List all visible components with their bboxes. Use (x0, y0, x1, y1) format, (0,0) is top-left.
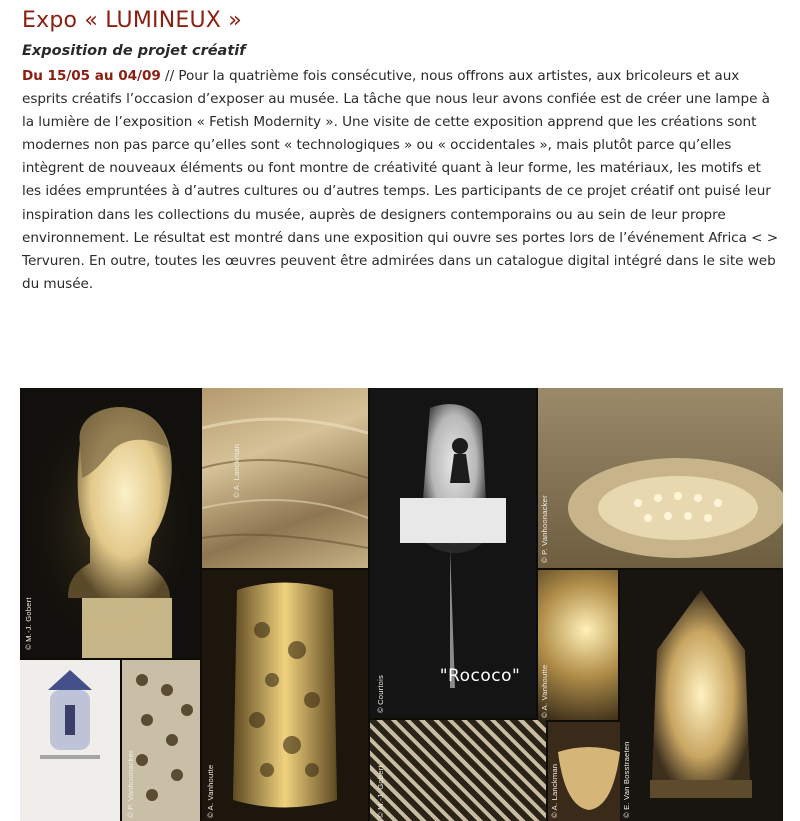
credit-cylinder-lamp: © A. Vanhoutte (206, 764, 215, 818)
credit-rococo: © Courtois (376, 675, 385, 713)
rococo-caption: "Rococo" (439, 666, 521, 686)
credit-head-lamp: © M.-J. Gobert (24, 597, 33, 650)
credit-fibre-texture: © A. Lanckman (232, 443, 241, 498)
fibre-texture-image (202, 388, 368, 568)
article (22, 6, 782, 296)
article-body (22, 65, 782, 296)
photo-cone-lamp (620, 570, 783, 821)
article-text: Pour la quatrième fois consécutive, nous offrons aux artistes, aux bricoleurs et aux esprits créatifs l’occasion d’exposer au musée. La tâche que nous leur avons confiée est de créer une lampe à la lumière de l’exposition « Fetish Modernity ». Une visite de cette exposition apprend que les créations sont modernes non pas parce qu’elles sont « technologiques » ou « occidentales », mais plutôt parce qu’elles intègrent de nouveaux éléments ou font montre de créativité quant à leur forme, les matériaux, les motifs et les idées empruntées à d’autres cultures ou d’autres temps. Les participants de ce projet créatif ont puisé leur inspiration dans les collections du musée, auprès de designers contemporains ou au sein de leur propre environnement. Le résultat est montré dans une exposition qui ouvre ses portes lors de l’événement Africa < > Tervuren. En outre, toutes les œuvres peuvent être admirées dans un catalogue digital intégré dans le site web du musée. (22, 68, 779, 292)
photo-cylinder-lamp (202, 570, 368, 821)
photo-printed-fabric (370, 720, 546, 821)
photo-fibre-texture (202, 388, 368, 568)
credit-perforated-bowl: © P. Vanhoonacker (540, 495, 549, 563)
photo-small-lamp (20, 660, 120, 821)
photo-perforated-bowl (538, 388, 783, 568)
date-separator: // (160, 68, 179, 84)
credit-holes-closeup: © P. Vanhoonacker (126, 750, 135, 818)
photo-collage (20, 388, 783, 821)
photo-fibre-bowl (548, 722, 630, 821)
fibre-bowl-image (548, 722, 630, 821)
exhibition-dates: Du 15/05 au 04/09 (22, 68, 161, 84)
head-lamp-image (20, 388, 200, 658)
small-lamp-image (20, 660, 120, 821)
article-subtitle: Exposition de projet créatif (22, 43, 246, 59)
photo-glowing-shells (538, 570, 618, 720)
photo-head-lamp (20, 388, 200, 658)
cone-lamp-image (620, 570, 783, 821)
perforated-bowl-image (538, 388, 783, 568)
credit-glowing-shells: © A. Vanhoutte (540, 664, 549, 718)
credit-printed-fabric: © M.-J. Gobert (376, 765, 385, 818)
credit-small-lamp: © I. Ravelosaotra (24, 755, 33, 818)
credit-cone-lamp: © E. Van Bosstraeten (622, 741, 631, 818)
article-title: Expo « LUMINEUX » (22, 8, 242, 33)
cylinder-lamp-image (202, 570, 368, 821)
credit-fibre-bowl: © A. Lanckman (550, 763, 559, 818)
photo-holes-closeup (122, 660, 200, 821)
